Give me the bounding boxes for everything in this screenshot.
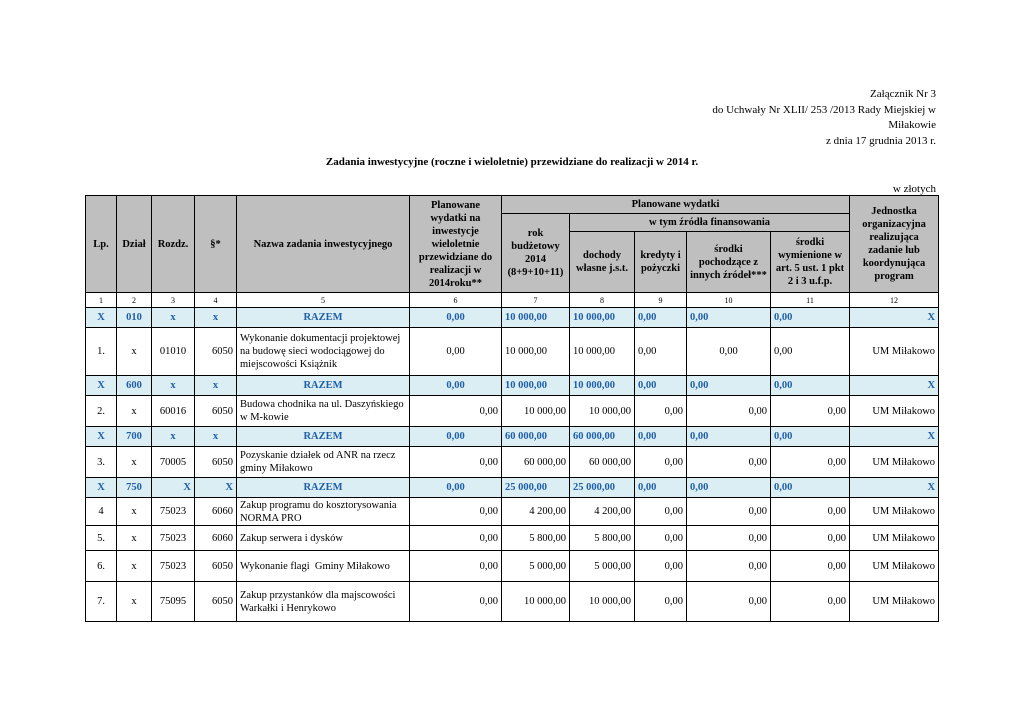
paragraph-cell: 6050 [195,396,237,427]
task-row [86,328,939,376]
col-header-multiyear-planned: Planowane wydatki na inwestycje wieloletnie przewidziane do realizacji w 2014roku** [410,196,502,293]
multiyear-value: 0,00 [410,308,502,328]
currency-unit-note: w złotych [892,183,936,195]
own-revenue-value: 10 000,00 [570,396,635,427]
multiyear-value: 0,00 [410,427,502,447]
dzial-cell: x [117,551,152,582]
unit-cell: X [850,427,939,447]
own-revenue-value: 10 000,00 [570,376,635,396]
dzial-cell: x [117,498,152,526]
budget-year-value: 10 000,00 [502,396,570,427]
investment-table [85,195,939,622]
budget-year-value: 4 200,00 [502,498,570,526]
other-sources-value: 0,00 [687,498,771,526]
lp-cell: 1. [86,328,117,376]
task-name: Zakup programu do kosztorysowania NORMA PRO [237,498,410,526]
lp-cell: 4 [86,498,117,526]
loans-value: 0,00 [635,526,687,551]
resolution-date: z dnia 17 grudnia 2013 r. [826,134,936,147]
art5-funds-value: 0,00 [771,447,850,478]
col-header-planned-expenses: Planowane wydatki [502,196,850,214]
multiyear-value: 0,00 [410,376,502,396]
other-sources-value: 0,00 [687,376,771,396]
rozdz-cell: 75095 [152,582,195,622]
other-sources-value: 0,00 [687,328,771,376]
loans-value: 0,00 [635,427,687,447]
other-sources-value: 0,00 [687,582,771,622]
own-revenue-value: 10 000,00 [570,582,635,622]
dzial-cell: x [117,396,152,427]
column-number: 12 [850,293,939,308]
dzial-cell: 600 [117,376,152,396]
multiyear-value: 0,00 [410,447,502,478]
total-label: RAZEM [237,308,410,328]
other-sources-value: 0,00 [687,526,771,551]
own-revenue-value: 10 000,00 [570,308,635,328]
task-name: Zakup przystanków dla majscowości Warkałki i Henrykowo [237,582,410,622]
document-title: Zadania inwestycyjne (roczne i wieloletnie) przewidziane do realizacji w 2014 r. [325,156,699,168]
dzial-cell: x [117,582,152,622]
task-row [86,582,939,622]
loans-value: 0,00 [635,498,687,526]
own-revenue-value: 25 000,00 [570,478,635,498]
multiyear-value: 0,00 [410,582,502,622]
own-revenue-value: 60 000,00 [570,447,635,478]
rozdz-cell: 75023 [152,551,195,582]
unit-cell: UM Miłakowo [850,526,939,551]
total-label: RAZEM [237,376,410,396]
col-header-task-name: Nazwa zadania inwestycyjnego [237,196,410,293]
lp-cell: X [86,427,117,447]
paragraph-cell: 6050 [195,582,237,622]
budget-year-value: 10 000,00 [502,328,570,376]
own-revenue-value: 5 000,00 [570,551,635,582]
multiyear-value: 0,00 [410,478,502,498]
art5-funds-value: 0,00 [771,551,850,582]
column-number: 10 [687,293,771,308]
budget-year-value: 10 000,00 [502,376,570,396]
budget-year-value: 60 000,00 [502,427,570,447]
unit-cell: UM Miłakowo [850,582,939,622]
budget-year-value: 60 000,00 [502,447,570,478]
column-number: 11 [771,293,850,308]
resolution-reference: do Uchwały Nr XLII/ 253 /2013 Rady Miejskiej w [712,103,936,116]
dzial-cell: x [117,526,152,551]
unit-cell: X [850,478,939,498]
lp-cell: 5. [86,526,117,551]
multiyear-value: 0,00 [410,526,502,551]
total-label: RAZEM [237,478,410,498]
attachment-number: Załącznik Nr 3 [870,88,936,100]
other-sources-value: 0,00 [687,551,771,582]
section-total-row [86,427,939,447]
lp-cell: 6. [86,551,117,582]
loans-value: 0,00 [635,396,687,427]
rozdz-cell: X [152,478,195,498]
art5-funds-value: 0,00 [771,308,850,328]
rozdz-cell: 75023 [152,498,195,526]
task-row [86,447,939,478]
unit-cell: X [850,376,939,396]
paragraph-cell: 6050 [195,551,237,582]
col-header-organizational-unit: Jednostka organizacyjna realizująca zadanie lub koordynująca program [850,196,939,293]
lp-cell: 2. [86,396,117,427]
column-number: 7 [502,293,570,308]
rozdz-cell: 60016 [152,396,195,427]
paragraph-cell: 6060 [195,498,237,526]
paragraph-cell: x [195,308,237,328]
unit-cell: UM Miłakowo [850,328,939,376]
multiyear-value: 0,00 [410,498,502,526]
column-number: 8 [570,293,635,308]
unit-cell: UM Miłakowo [850,498,939,526]
paragraph-cell: 6060 [195,526,237,551]
dzial-cell: 010 [117,308,152,328]
dzial-cell: 750 [117,478,152,498]
art5-funds-value: 0,00 [771,582,850,622]
art5-funds-value: 0,00 [771,478,850,498]
unit-cell: UM Miłakowo [850,396,939,427]
column-number: 1 [86,293,117,308]
task-name: Zakup serwera i dysków [237,526,410,551]
loans-value: 0,00 [635,308,687,328]
lp-cell: 7. [86,582,117,622]
own-revenue-value: 10 000,00 [570,328,635,376]
budget-year-value: 5 800,00 [502,526,570,551]
loans-value: 0,00 [635,582,687,622]
multiyear-value: 0,00 [410,328,502,376]
task-name: Budowa chodnika na ul. Daszyńskiego w M-kowie [237,396,410,427]
col-header-paragraph: §* [195,196,237,293]
paragraph-cell: X [195,478,237,498]
total-label: RAZEM [237,427,410,447]
other-sources-value: 0,00 [687,427,771,447]
art5-funds-value: 0,00 [771,376,850,396]
multiyear-value: 0,00 [410,551,502,582]
column-number: 2 [117,293,152,308]
paragraph-cell: 6050 [195,447,237,478]
lp-cell: X [86,308,117,328]
task-row [86,551,939,582]
other-sources-value: 0,00 [687,396,771,427]
task-row [86,396,939,427]
loans-value: 0,00 [635,447,687,478]
unit-cell: UM Miłakowo [850,447,939,478]
col-header-art5-funds: środki wymienione w art. 5 ust. 1 pkt 2 i 3 u.f.p. [771,232,850,293]
loans-value: 0,00 [635,328,687,376]
other-sources-value: 0,00 [687,308,771,328]
council-location: Miłakowie [888,119,936,131]
lp-cell: X [86,376,117,396]
art5-funds-value: 0,00 [771,498,850,526]
task-name: Wykonanie flagi Gminy Miłakowo [237,551,410,582]
column-number: 6 [410,293,502,308]
section-total-row [86,308,939,328]
loans-value: 0,00 [635,478,687,498]
col-header-lp: Lp. [86,196,117,293]
budget-year-value: 5 000,00 [502,551,570,582]
col-header-own-revenue: dochody własne j.s.t. [570,232,635,293]
paragraph-cell: x [195,376,237,396]
unit-cell: UM Miłakowo [850,551,939,582]
own-revenue-value: 60 000,00 [570,427,635,447]
art5-funds-value: 0,00 [771,526,850,551]
other-sources-value: 0,00 [687,447,771,478]
rozdz-cell: x [152,308,195,328]
col-header-loans: kredyty i pożyczki [635,232,687,293]
task-name: Wykonanie dokumentacji projektowej na budowę sieci wodociągowej do miejscowości Książnik [237,328,410,376]
section-total-row [86,376,939,396]
rozdz-cell: 75023 [152,526,195,551]
column-number: 3 [152,293,195,308]
art5-funds-value: 0,00 [771,396,850,427]
col-header-other-sources: środki pochodzące z innych źródeł*** [687,232,771,293]
dzial-cell: 700 [117,427,152,447]
rozdz-cell: x [152,427,195,447]
task-name: Pozyskanie działek od ANR na rzecz gminy Miłakowo [237,447,410,478]
paragraph-cell: 6050 [195,328,237,376]
budget-year-value: 10 000,00 [502,582,570,622]
col-header-dzial: Dział [117,196,152,293]
art5-funds-value: 0,00 [771,328,850,376]
dzial-cell: x [117,447,152,478]
col-header-rozdz: Rozdz. [152,196,195,293]
unit-cell: X [850,308,939,328]
loans-value: 0,00 [635,551,687,582]
paragraph-cell: x [195,427,237,447]
task-row [86,498,939,526]
dzial-cell: x [117,328,152,376]
column-number: 5 [237,293,410,308]
rozdz-cell: x [152,376,195,396]
task-row [86,526,939,551]
attachment-header [712,87,936,149]
column-number: 4 [195,293,237,308]
col-header-funding-sources: w tym źródła finansowania [570,214,850,232]
loans-value: 0,00 [635,376,687,396]
budget-year-value: 10 000,00 [502,308,570,328]
rozdz-cell: 01010 [152,328,195,376]
rozdz-cell: 70005 [152,447,195,478]
col-header-budget-year: rok budżetowy 2014 (8+9+10+11) [502,214,570,293]
own-revenue-value: 4 200,00 [570,498,635,526]
column-number: 9 [635,293,687,308]
art5-funds-value: 0,00 [771,427,850,447]
budget-year-value: 25 000,00 [502,478,570,498]
section-total-row [86,478,939,498]
other-sources-value: 0,00 [687,478,771,498]
lp-cell: 3. [86,447,117,478]
multiyear-value: 0,00 [410,396,502,427]
lp-cell: X [86,478,117,498]
own-revenue-value: 5 800,00 [570,526,635,551]
